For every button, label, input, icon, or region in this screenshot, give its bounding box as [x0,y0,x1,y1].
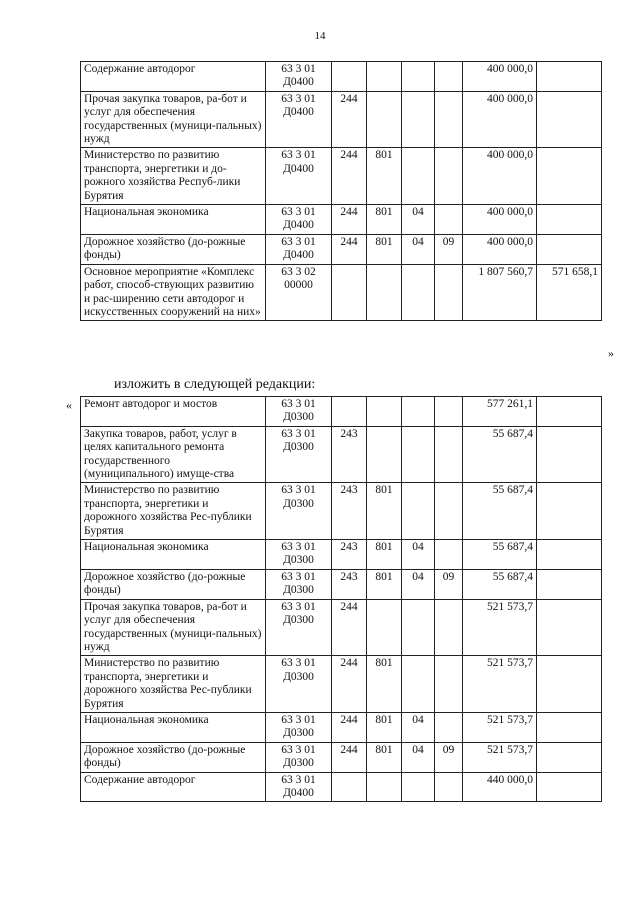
cell-expense-type: 243 [332,569,367,599]
cell-amount-1: 400 000,0 [463,148,537,205]
cell-section [402,264,435,321]
cell-subsection [435,540,463,570]
cell-amount-1: 55 687,4 [463,540,537,570]
table-row [81,540,602,570]
opening-quote: « [66,398,72,412]
cell-amount-1: 400 000,0 [463,62,537,92]
cell-subsection [435,426,463,483]
cell-section: 04 [402,742,435,772]
cell-amount-1: 400 000,0 [463,91,537,148]
cell-section: 04 [402,540,435,570]
cell-target-code: 63 3 01 Д0300 [266,540,332,570]
table-row [81,569,602,599]
cell-amount-2 [537,205,602,235]
cell-ministry-code [367,62,402,92]
cell-subsection [435,483,463,540]
cell-target-code: 63 3 01 Д0400 [266,148,332,205]
cell-ministry-code [367,772,402,802]
cell-amount-1: 521 573,7 [463,712,537,742]
table-row [81,483,602,540]
cell-target-code: 63 3 01 Д0300 [266,483,332,540]
cell-name: Дорожное хозяйство (до-рожные фонды) [81,234,266,264]
cell-target-code: 63 3 01 Д0400 [266,91,332,148]
cell-expense-type [332,397,367,427]
cell-section [402,426,435,483]
cell-expense-type: 244 [332,205,367,235]
table-row [81,426,602,483]
cell-name: Министерство по развитию транспорта, энергетики и дорожного хозяйства Рес-публики Бурятия [81,483,266,540]
cell-subsection [435,397,463,427]
instruction-text: изложить в следующей редакции: [114,377,316,392]
cell-ministry-code [367,397,402,427]
cell-amount-1: 55 687,4 [463,483,537,540]
cell-ministry-code: 801 [367,148,402,205]
cell-ministry-code: 801 [367,742,402,772]
cell-name: Дорожное хозяйство (до-рожные фонды) [81,569,266,599]
cell-name: Национальная экономика [81,712,266,742]
cell-subsection [435,712,463,742]
cell-amount-1: 440 000,0 [463,772,537,802]
cell-subsection [435,62,463,92]
cell-name: Министерство по развитию транспорта, энергетики и дорожного хозяйства Рес-публики Бурятия [81,656,266,713]
budget-table-bottom [80,396,602,802]
cell-amount-1: 577 261,1 [463,397,537,427]
closing-quote: » [608,346,614,360]
cell-amount-2 [537,426,602,483]
cell-name: Содержание автодорог [81,772,266,802]
cell-target-code: 63 3 01 Д0300 [266,742,332,772]
cell-expense-type [332,772,367,802]
page-number: 14 [314,30,326,42]
cell-expense-type: 243 [332,426,367,483]
cell-target-code: 63 3 01 Д0400 [266,205,332,235]
cell-expense-type [332,62,367,92]
cell-expense-type: 244 [332,91,367,148]
cell-subsection: 09 [435,742,463,772]
cell-section [402,397,435,427]
cell-section [402,772,435,802]
cell-ministry-code: 801 [367,712,402,742]
table-row [81,91,602,148]
cell-expense-type: 244 [332,712,367,742]
cell-section [402,656,435,713]
cell-amount-2 [537,712,602,742]
cell-target-code: 63 3 01 Д0300 [266,656,332,713]
cell-subsection [435,656,463,713]
cell-section: 04 [402,569,435,599]
cell-amount-1: 400 000,0 [463,205,537,235]
cell-subsection [435,264,463,321]
cell-name: Национальная экономика [81,540,266,570]
cell-name: Ремонт автодорог и мостов [81,397,266,427]
table-row [81,712,602,742]
cell-amount-1: 55 687,4 [463,569,537,599]
cell-amount-2 [537,599,602,656]
cell-amount-1: 521 573,7 [463,742,537,772]
table-row [81,234,602,264]
table-row [81,62,602,92]
cell-name: Национальная экономика [81,205,266,235]
cell-subsection: 09 [435,234,463,264]
cell-ministry-code: 801 [367,205,402,235]
cell-amount-2 [537,91,602,148]
cell-section [402,91,435,148]
cell-amount-2 [537,772,602,802]
cell-target-code: 63 3 01 Д0400 [266,62,332,92]
cell-expense-type: 244 [332,148,367,205]
cell-ministry-code: 801 [367,540,402,570]
cell-target-code: 63 3 01 Д0300 [266,712,332,742]
cell-amount-1: 521 573,7 [463,599,537,656]
cell-amount-2 [537,483,602,540]
cell-amount-2 [537,62,602,92]
cell-amount-2 [537,148,602,205]
cell-amount-2 [537,540,602,570]
cell-subsection [435,91,463,148]
cell-name: Закупка товаров, работ, услуг в целях капитального ремонта государственного (муниципального) имуще-ства [81,426,266,483]
cell-name: Прочая закупка товаров, ра-бот и услуг для обеспечения государственных (муници-пальных) нужд [81,599,266,656]
cell-subsection [435,148,463,205]
cell-ministry-code: 801 [367,569,402,599]
cell-expense-type: 244 [332,742,367,772]
cell-ministry-code: 801 [367,234,402,264]
table-row [81,599,602,656]
cell-target-code: 63 3 01 Д0400 [266,772,332,802]
cell-target-code: 63 3 01 Д0300 [266,426,332,483]
cell-section [402,599,435,656]
table-row [81,264,602,321]
cell-ministry-code [367,264,402,321]
table-row [81,148,602,205]
cell-expense-type: 244 [332,656,367,713]
cell-subsection [435,772,463,802]
cell-name: Прочая закупка товаров, ра-бот и услуг для обеспечения государственных (муници-пальных) нужд [81,91,266,148]
cell-amount-2 [537,742,602,772]
cell-target-code: 63 3 02 00000 [266,264,332,321]
cell-amount-2 [537,569,602,599]
cell-expense-type: 243 [332,540,367,570]
cell-subsection [435,205,463,235]
cell-ministry-code [367,91,402,148]
cell-expense-type: 244 [332,234,367,264]
table-row [81,742,602,772]
cell-expense-type: 244 [332,599,367,656]
cell-subsection: 09 [435,569,463,599]
table-row [81,772,602,802]
cell-expense-type [332,264,367,321]
cell-section [402,148,435,205]
cell-amount-2 [537,656,602,713]
cell-amount-1: 521 573,7 [463,656,537,713]
cell-amount-2 [537,234,602,264]
cell-section: 04 [402,712,435,742]
cell-amount-2: 571 658,1 [537,264,602,321]
budget-table-bottom-body [81,397,602,802]
table-row [81,656,602,713]
budget-table-top-body [81,62,602,321]
cell-target-code: 63 3 01 Д0300 [266,397,332,427]
cell-ministry-code [367,426,402,483]
cell-ministry-code: 801 [367,656,402,713]
cell-target-code: 63 3 01 Д0300 [266,599,332,656]
cell-name: Дорожное хозяйство (до-рожные фонды) [81,742,266,772]
cell-section: 04 [402,234,435,264]
cell-ministry-code: 801 [367,483,402,540]
cell-amount-1: 400 000,0 [463,234,537,264]
cell-section [402,483,435,540]
cell-section [402,62,435,92]
cell-amount-1: 1 807 560,7 [463,264,537,321]
table-row [81,205,602,235]
table-row [81,397,602,427]
budget-table-top [80,61,602,321]
cell-expense-type: 243 [332,483,367,540]
cell-name: Министерство по развитию транспорта, энергетики и до-рожного хозяйства Респуб-лики Бурятия [81,148,266,205]
cell-ministry-code [367,599,402,656]
cell-target-code: 63 3 01 Д0300 [266,569,332,599]
cell-name: Основное мероприятие «Комплекс работ, способ-ствующих развитию и рас-ширению сети автодорог и искусственных сооружений на них» [81,264,266,321]
cell-amount-1: 55 687,4 [463,426,537,483]
cell-target-code: 63 3 01 Д0400 [266,234,332,264]
cell-name: Содержание автодорог [81,62,266,92]
cell-subsection [435,599,463,656]
cell-section: 04 [402,205,435,235]
cell-amount-2 [537,397,602,427]
